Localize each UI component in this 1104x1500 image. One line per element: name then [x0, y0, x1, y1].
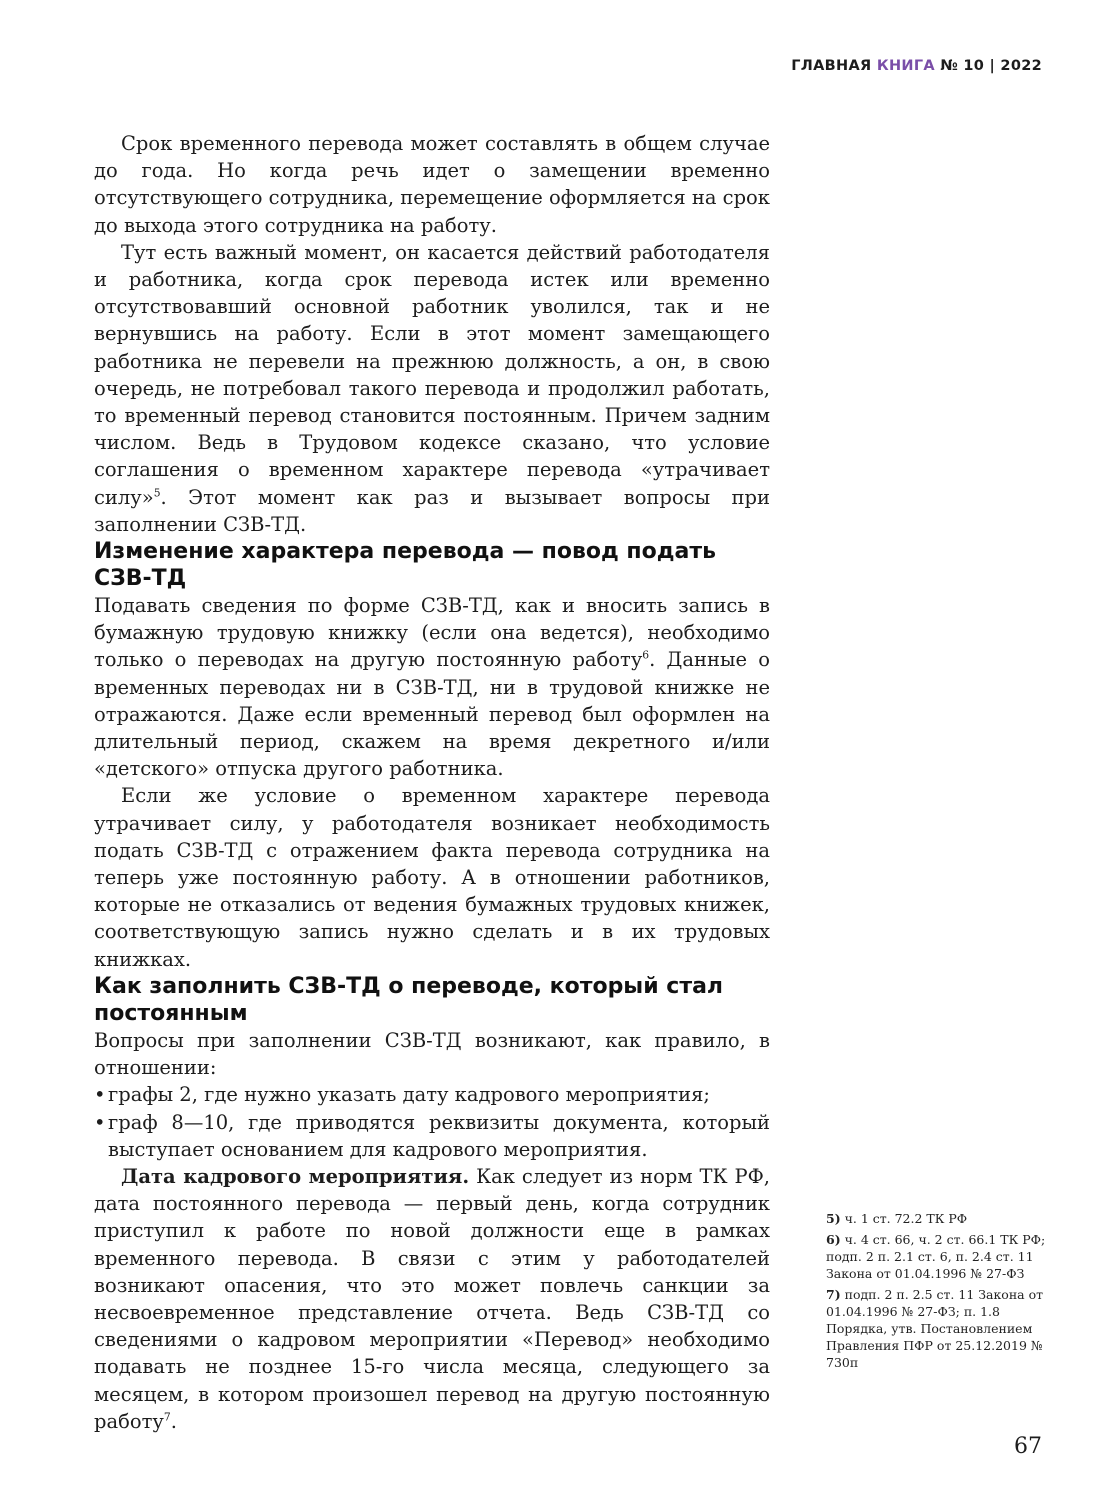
article-body [94, 130, 770, 1435]
footnote-ref-6: 6 [642, 648, 650, 662]
page-number: 67 [1014, 1434, 1042, 1459]
footnote-ref-7: 7 [163, 1410, 171, 1424]
footnote-5: 5) ч. 1 ст. 72.2 ТК РФ [826, 1211, 968, 1226]
paragraph-3: Подавать сведения по форме СЗВ-ТД, как и вносить запись в бумажную трудовую книжку (если она ведется), необходимо только о переводах на другую постоянную работу$^6$. Данные о временных переводах ни в СЗВ-ТД, ни в трудовой книжке не отражаются. Даже если временный перевод был оформлен на длительный период, скажем на время декретного и/или «детского» отпуска другого работника. [94, 594, 770, 781]
section-heading-1: Изменение характера перевода — повод подать СЗВ-ТД [94, 539, 717, 592]
running-header [791, 58, 1042, 74]
list-item: • графы 2, где нужно указать дату кадрового мероприятия; [94, 1081, 770, 1108]
brand-primary: ГЛАВНАЯ [791, 58, 872, 74]
paragraph-4: Если же условие о временном характере перевода утрачивает силу, у работодателя возникает необходимость подать СЗВ-ТД с отражением факта перевода сотрудника на теперь уже постоянную работу. А в отношении работников, которые не отказались от ведения бумажных трудовых книжек, соответствующую запись нужно сделать и в их трудовых книжках. [94, 784, 770, 971]
section-heading-2: Как заполнить СЗВ-ТД о переводе, который стал постоянным [94, 973, 724, 1026]
issue-number: № 10 | 2022 [940, 58, 1042, 74]
footnote-ref-5: 5 [153, 486, 161, 500]
footnote-7: 7) подп. 2 п. 2.5 ст. 11 Закона от 01.04.1996 № 27-ФЗ; п. 1.8 Порядка, утв. Постановлением Правления ПФР от 25.12.2019 № 730п [826, 1287, 1044, 1370]
paragraph-1: Срок временного перевода может составлять в общем случае до года. Но когда речь идет о замещении временно отсутствующего сотрудника, перемещение оформляется на срок до выхода этого сотрудника на работу. [94, 132, 770, 237]
footnotes [826, 1210, 1048, 1375]
footnote-6: 6) ч. 4 ст. 66, ч. 2 ст. 66.1 ТК РФ; подп. 2 п. 2.1 ст. 6, п. 2.4 ст. 11 Закона от 01.04.1996 № 27-ФЗ [826, 1232, 1046, 1281]
paragraph-6: Дата кадрового мероприятия. Как следует из норм ТК РФ, дата постоянного перевода — первый день, когда сотрудник приступил к работе по новой должности еще в рамках временного перевода. В связи с этим у работодателей возникают опасения, что это может повлечь санкции за несвоевременное представление отчета. Ведь СЗВ-ТД со сведениями о кадровом мероприятии «Перевод» необходимо подавать не позднее 15-го числа месяца, следующего за месяцем, в котором произошел перевод на другую постоянную работу$^7$. [94, 1164, 770, 1433]
bullet-list [94, 1081, 770, 1163]
paragraph-lead: Дата кадрового мероприятия. [121, 1164, 470, 1188]
paragraph-2: Тут есть важный момент, он касается действий работодателя и работника, когда срок перевода истек или временно отсутствовавший основной работник уволился, так и не вернувшись на работу. Если в этот момент замещающего работника не перевели на прежнюю должность, а он, в свою очередь, не потребовал такого перевода и продолжил работать, то временный перевод становится постоянным. Причем задним числом. Ведь в Трудовом кодексе сказано, что условие соглашения о временном характере перевода «утрачивает силу»$^5$. Этот момент как раз и вызывает вопросы при заполнении СЗВ-ТД. [94, 240, 770, 536]
list-item: • граф 8—10, где приводятся реквизиты документа, который выступает основанием для кадрового мероприятия. [94, 1109, 770, 1163]
brand-accent: КНИГА [876, 58, 935, 74]
paragraph-5: Вопросы при заполнении СЗВ-ТД возникают, как правило, в отношении: [94, 1028, 770, 1080]
